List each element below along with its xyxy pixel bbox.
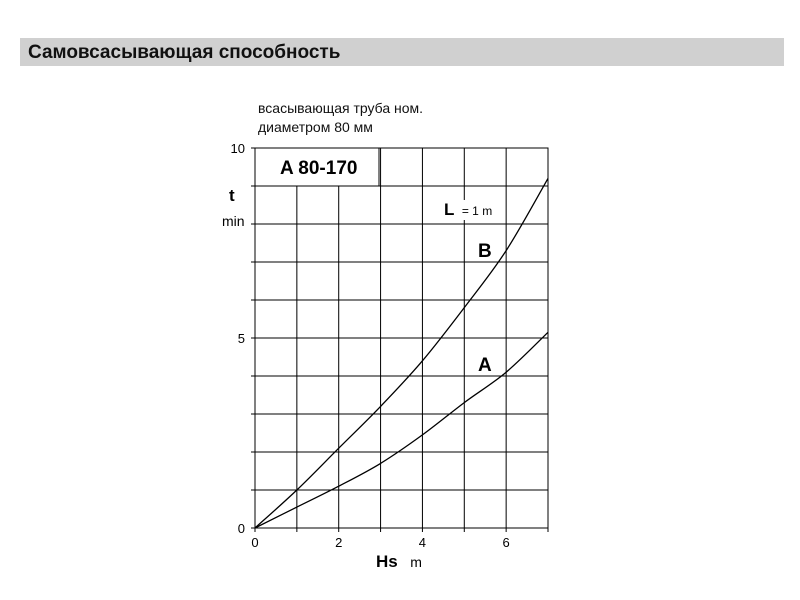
pipe-length-value: = 1 m: [461, 204, 493, 218]
y-axis-unit: min: [222, 213, 245, 229]
series-curve-b: [255, 178, 548, 528]
pipe-length-symbol: L: [444, 200, 455, 219]
x-axis-unit: m: [410, 554, 422, 570]
x-axis-symbol: Hs: [376, 552, 398, 571]
model-label: A 80-170: [280, 158, 358, 179]
x-tick-label: 6: [502, 535, 510, 550]
series-label-b: B: [478, 241, 492, 262]
x-tick-label: 4: [418, 535, 427, 550]
y-tick-label: 0: [237, 521, 245, 536]
x-tick-label: 2: [335, 535, 343, 550]
series-curve-a: [255, 332, 548, 528]
subtitle-line-1: всасывающая труба ном.: [258, 100, 424, 116]
y-axis-symbol: t: [229, 186, 235, 205]
y-tick-label: 5: [237, 331, 245, 346]
curves: [255, 178, 548, 528]
section-title: Самовсасывающая способность: [28, 42, 341, 63]
grid-horizontal-lines: [255, 186, 548, 490]
x-axis-label: [376, 552, 422, 571]
x-tick-label: 0: [251, 535, 259, 550]
subtitle-line-2: диаметром 80 мм: [258, 119, 373, 135]
y-tick-label: 10: [230, 141, 245, 156]
series-label-a: A: [478, 355, 492, 376]
